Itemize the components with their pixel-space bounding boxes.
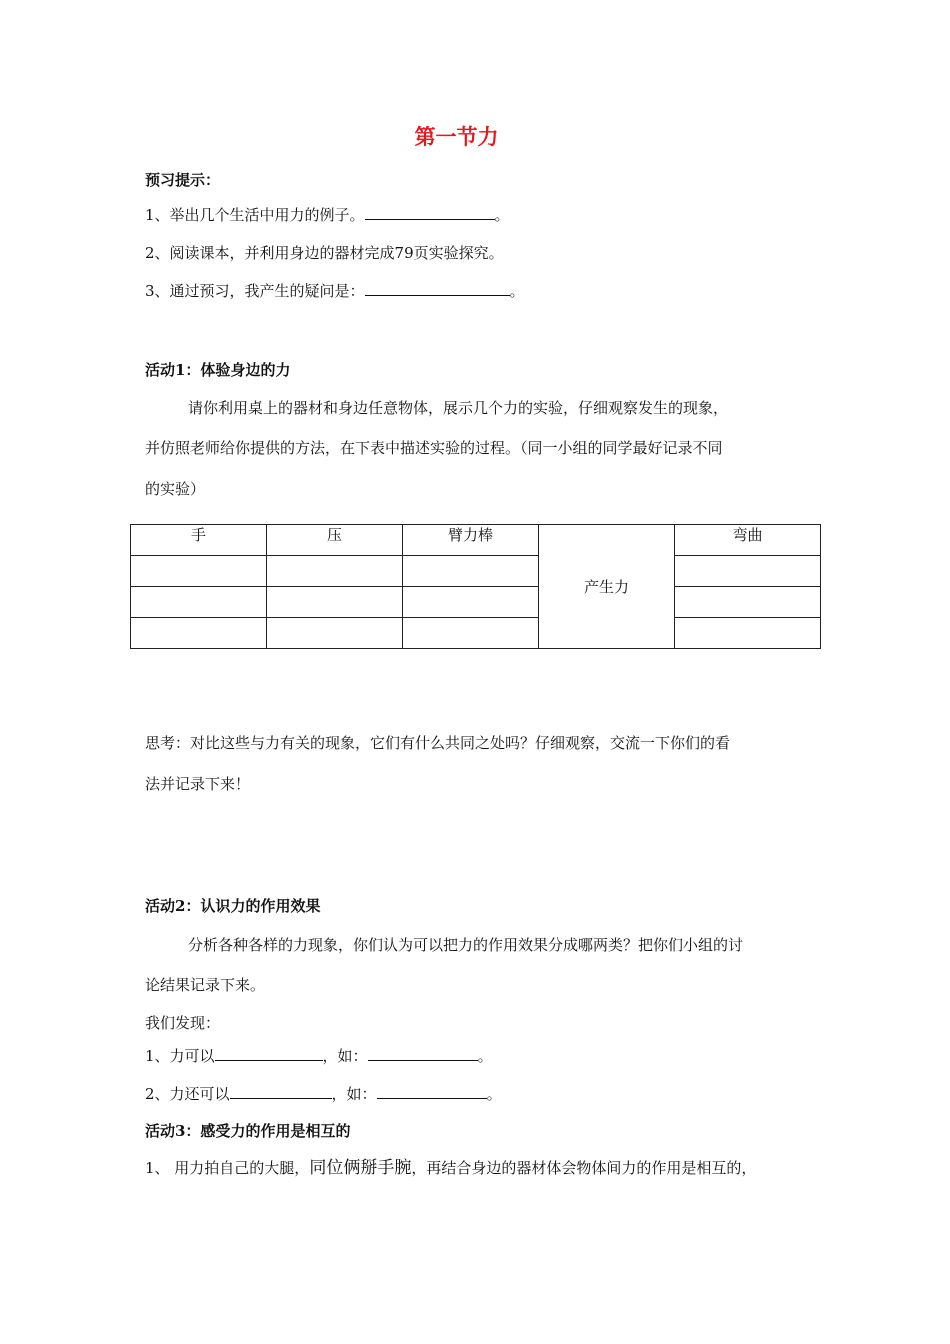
punctuation: 。 xyxy=(477,1047,493,1065)
findings-label: 我们发现： xyxy=(145,1014,221,1032)
table-cell[interactable] xyxy=(403,618,539,649)
preview-item-3 xyxy=(145,281,525,301)
header-text: 手 xyxy=(190,526,206,544)
table-cell[interactable] xyxy=(131,587,267,618)
table-header-cell xyxy=(675,525,821,556)
think-line: 法并记录下来！ xyxy=(145,775,251,793)
header-text: 弯曲 xyxy=(732,526,763,544)
preview-heading: 预习提示： xyxy=(145,171,221,189)
table-header-cell xyxy=(403,525,539,556)
table-cell[interactable] xyxy=(403,587,539,618)
table-cell[interactable] xyxy=(267,618,403,649)
table-cell[interactable] xyxy=(131,556,267,587)
activity2-heading: 活动2：认识力的作用效果 xyxy=(145,897,321,915)
answer-blank[interactable] xyxy=(365,205,495,220)
table-row xyxy=(131,525,821,556)
activity3-text: 同位俩掰手腕 xyxy=(309,1158,412,1178)
table-cell[interactable] xyxy=(675,618,821,649)
finding-item-1 xyxy=(145,1046,493,1066)
activity2-paragraph-line: 分析各种各样的力现象，你们认为可以把力的作用效果分成哪两类？把你们小组的讨 xyxy=(188,936,744,954)
preview-item-2: 2、阅读课本，并利用身边的器材完成79页实验探究。 xyxy=(145,244,504,262)
page-title: 第一节力 xyxy=(414,124,499,149)
activity3-item-1 xyxy=(145,1158,756,1178)
think-line: 思考：对比这些与力有关的现象，它们有什么共同之处吗？仔细观察，交流一下你们的看 xyxy=(145,734,731,752)
table-header-cell xyxy=(131,525,267,556)
table-cell[interactable] xyxy=(131,618,267,649)
punctuation: 。 xyxy=(486,1085,502,1103)
table-cell[interactable] xyxy=(403,556,539,587)
header-text: 压 xyxy=(326,526,342,544)
table-cell[interactable] xyxy=(267,556,403,587)
activity1-paragraph-line: 请你利用桌上的器材和身边任意物体，展示几个力的实验，仔细观察发生的现象， xyxy=(188,399,729,417)
answer-blank[interactable] xyxy=(230,1084,332,1099)
header-text: 臂力棒 xyxy=(447,526,493,544)
punctuation: 。 xyxy=(494,206,510,224)
table-merged-cell xyxy=(539,525,675,649)
activity1-paragraph-line: 的实验） xyxy=(145,480,206,498)
finding-text: 2、力还可以 xyxy=(145,1085,230,1103)
table-row xyxy=(131,618,821,649)
answer-blank[interactable] xyxy=(368,1046,478,1061)
finding-text: 1、力可以 xyxy=(145,1047,215,1065)
preview-item-1-text: 1、举出几个生活中用力的例子。 xyxy=(145,206,365,224)
answer-blank[interactable] xyxy=(377,1084,487,1099)
merged-cell-text: 产生力 xyxy=(583,577,629,596)
activity2-paragraph-line: 论结果记录下来。 xyxy=(145,976,266,994)
finding-text: ，如： xyxy=(322,1047,368,1065)
activity3-heading: 活动3：感受力的作用是相互的 xyxy=(145,1122,351,1140)
table-row xyxy=(131,556,821,587)
experiment-table xyxy=(130,524,821,649)
activity1-paragraph-line: 并仿照老师给你提供的方法，在下表中描述实验的过程。（同一小组的同学最好记录不同 xyxy=(145,439,723,457)
table-cell[interactable] xyxy=(675,587,821,618)
preview-item-3-text: 3、通过预习，我产生的疑问是： xyxy=(145,282,365,300)
table-cell[interactable] xyxy=(267,587,403,618)
table-row xyxy=(131,587,821,618)
preview-item-1 xyxy=(145,205,510,225)
finding-item-2 xyxy=(145,1084,502,1104)
activity3-text: ，再结合身边的器材体会物体间力的作用是相互的， xyxy=(411,1159,757,1177)
answer-blank[interactable] xyxy=(215,1046,323,1061)
activity3-text: 1、 用力拍自己的大腿， xyxy=(145,1159,310,1177)
table-header-cell xyxy=(267,525,403,556)
answer-blank[interactable] xyxy=(365,281,510,296)
finding-text: ，如： xyxy=(331,1085,377,1103)
punctuation: 。 xyxy=(509,282,525,300)
activity1-heading: 活动1：体验身边的力 xyxy=(145,361,291,379)
table-cell[interactable] xyxy=(675,556,821,587)
